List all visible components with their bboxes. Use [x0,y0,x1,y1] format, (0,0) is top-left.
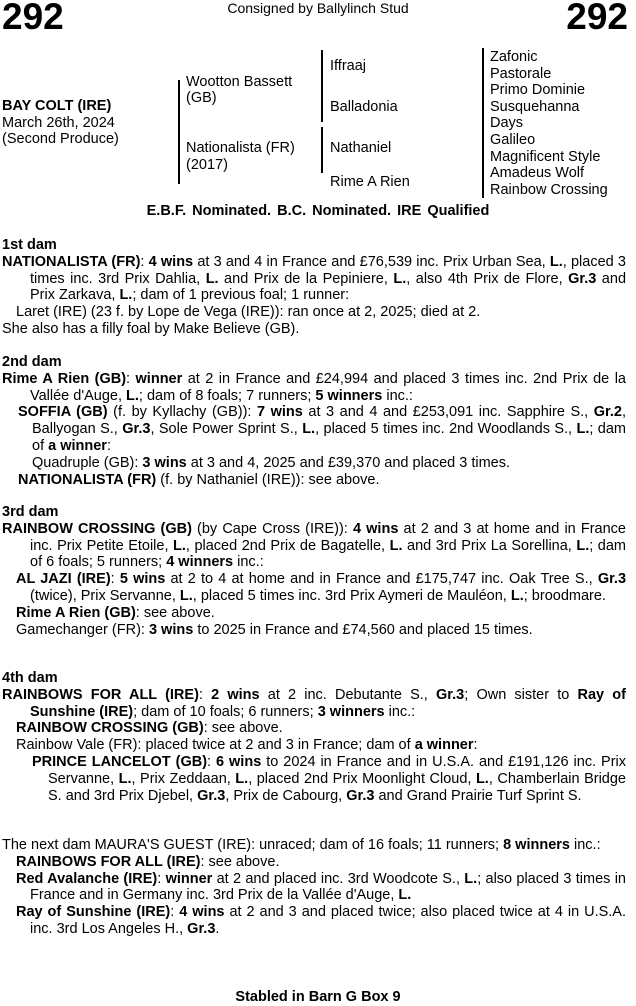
text-run: inc.: [569,837,601,853]
dam-paragraph [2,687,626,721]
text-run: : [207,753,217,770]
produce-entry [2,720,626,737]
produce-entry [2,571,626,605]
text-run: : [198,686,212,703]
text-run: at 2 inc. Debutante S., [259,686,437,703]
bold-run: L. [235,770,249,787]
produce-entry [2,854,626,871]
text-run: Laret (IRE) (23 f. by Lope de Vega (IRE)): ran once at 2, 2025; died at 2. [16,304,481,321]
text-run: : see above. [203,720,283,737]
text-run: and Prix Zarkava, [30,270,627,304]
bold-run: L. [576,537,590,554]
text-run: She also has a filly foal by Make Believe (GB). [2,320,300,337]
bold-run: RAINBOW CROSSING (GB) [16,720,204,737]
text-run: (twice), Prix Servanne, [30,587,180,604]
produce-entry [2,455,626,472]
bold-run: AL JAZI (IRE) [16,571,111,588]
pedigree-gen3-item: Rainbow Crossing [490,181,608,198]
pedigree-gen3-item: Amadeus Wolf [490,165,585,181]
produce-entry [2,754,626,804]
pedigree-bracket-4 [482,48,484,198]
bold-run: Rime A Rien (GB) [16,604,136,621]
next-dam-section [2,837,626,938]
bold-run: a winner [414,737,474,754]
produce-note [2,321,626,338]
section-heading: 1st dam [2,237,57,253]
text-run: ; dam of 1 previous foal; 1 runner: [132,287,350,304]
produce-entry [2,472,626,489]
horse-foaled: March 26th, 2024 [2,114,115,131]
pedigree-bracket-2 [321,50,323,122]
bold-run: a winner [48,437,107,454]
text-run: Rainbow Vale (FR): placed twice at 2 and 3 in France; dam of [16,737,415,754]
bold-run: L. [464,870,478,887]
bold-run: L. [398,887,412,904]
pedigree-sire: Wootton Bassett [186,74,293,90]
stabling-footer: Stabled in Barn G Box 9 [235,989,401,1005]
bold-run: 2 wins [211,686,260,703]
text-run: . [215,920,220,937]
text-run: , Sole Power Sprint S., [150,421,303,438]
pedigree-gen3-item: Zafonic [490,49,538,65]
bold-run: Gr.2 [593,404,622,421]
text-run: at 3 and 4, 2025 and £39,370 and placed 3 times. [186,454,511,471]
pedigree-gen2-item: Balladonia [330,99,398,115]
text-run: Gamechanger (FR): [16,621,149,638]
bold-run: 5 wins [119,571,166,588]
text-run: to 2025 in France and £74,560 and placed 15 times. [193,621,533,638]
text-run: (f. by Kyllachy (GB)): [107,404,257,421]
bold-run: L. [475,770,489,787]
text-run: at 2 to 4 at home and in France and £175,747 inc. Oak Tree S., [165,571,598,588]
bold-run: Gr.3 [122,421,151,438]
text-run: , Chamberlain Bridge S. and 3rd Prix Djebel, [48,770,626,804]
text-run: : [157,870,166,887]
text-run: Quadruple (GB): [32,454,143,471]
text-run: (by Cape Cross (IRE)): [191,520,353,537]
bold-run: Gr.3 [197,787,226,804]
pedigree-dam: Nationalista (FR) [186,140,295,156]
bold-run: L. [173,537,186,554]
consignor: Consigned by Ballylinch Stud [227,0,409,16]
bold-run: L. [119,287,133,304]
bold-run: Gr.3 [568,270,597,287]
text-run: ; Own sister to [464,686,578,703]
text-run: , placed 5 times inc. 2nd Woodlands S., [315,421,577,438]
text-run: ; dam of 8 foals; 7 runners; [138,387,316,404]
bold-run: Gr.3 [346,787,375,804]
bold-run: L. [302,421,316,438]
produce-entry [2,404,626,454]
pedigree-bracket-3 [321,127,323,173]
text-run: The next dam MAURA'S GUEST (IRE): unraced; dam of 16 foals; 11 runners; [2,837,504,853]
bold-run: SOFFIA (GB) [18,404,108,421]
pedigree-gen3-item: Days [490,115,524,131]
bold-run: NATIONALISTA (FR) [2,253,141,270]
text-run: : see above. [135,604,215,621]
bold-run: Ray of Sunshine (IRE) [16,904,171,921]
pedigree-sire-country: (GB) [186,90,217,106]
bold-run: winner [165,870,213,887]
status-line: E.B.F. Nominated. B.C. Nominated. IRE Qualified [146,203,490,219]
text-run: , also 4th Prix de Flore, [406,270,569,287]
section-heading: 2nd dam [2,354,62,370]
pedigree-gen3-item: Susquehanna [490,98,580,115]
text-run: , placed 2nd Prix de Bagatelle, [185,537,390,554]
bold-run: 3 wins [142,454,187,471]
bold-run: Gr.3 [597,571,627,588]
text-run: : [473,737,478,754]
bold-run: Rime A Rien (GB) [2,370,127,387]
text-run: : [140,253,149,270]
text-run: ; dam of [32,421,627,454]
text-run: ; broodmare. [523,587,606,604]
text-run: at 3 and 4 and £253,091 inc. Sapphire S., [302,404,594,421]
text-run: ; dam of 6 foals; 5 runners; [30,537,627,571]
text-run: inc.: [382,387,413,404]
bold-run: winner [135,370,183,387]
text-run: inc.: [384,703,416,720]
text-run: , placed 3 times inc. 3rd Prix Dahlia, [30,253,626,287]
dam-paragraph [2,521,626,571]
bold-run: L. [576,421,590,438]
bold-run: 4 wins [148,253,194,270]
text-run: : [106,437,111,454]
second-dam-section [2,354,626,488]
text-run: at 2 and placed inc. 3rd Woodcote S., [212,870,465,887]
dam-paragraph [2,371,626,405]
bold-run: 4 winners [166,554,234,571]
text-run: : [110,571,120,588]
produce-entry [2,605,626,622]
text-run: , placed 2nd Prix Moonlight Cloud, [248,770,476,787]
text-run: at 2 in France and £24,994 and placed 3 times inc. 2nd Prix de la Vallée d'Auge, [30,370,626,404]
produce-entry [2,871,626,905]
bold-run: 5 winners [315,387,383,404]
lot-number-left: 292 [2,0,64,37]
bold-run: Gr.3 [187,920,216,937]
text-run: at 2 and 3 at home and in France inc. Prix Petite Etoile, [30,520,627,554]
third-dam-section [2,504,626,638]
produce-entry [2,737,626,754]
produce-entry [2,904,626,938]
bold-run: L. [510,587,524,604]
bold-run: L. [549,253,563,270]
pedigree-gen3-item: Magnificent Style [490,148,601,165]
pedigree-dam-year: (2017) [186,157,228,173]
pedigree-gen2-item: Iffraaj [330,58,367,74]
text-run: (f. by Nathaniel (IRE)): see above. [156,471,380,488]
bold-run: RAINBOW CROSSING (GB) [2,520,192,537]
horse-info [2,98,119,148]
text-run: , placed 5 times inc. 3rd Prix Aymeri de Mauléon, [192,587,511,604]
horse-produce: (Second Produce) [2,131,119,147]
bold-run: 4 wins [179,904,225,921]
bold-run: 4 wins [352,520,399,537]
bold-run: L. [126,387,139,404]
bold-run: L. [389,537,403,554]
text-run: : see above. [200,853,280,870]
bold-run: 3 winners [317,703,385,720]
bold-run: Red Avalanche (IRE) [16,870,158,887]
bold-run: PRINCE LANCELOT (GB) [32,753,208,770]
produce-entry [2,622,626,639]
pedigree-gen2-item: Rime A Rien [330,174,410,190]
section-heading: 3rd dam [2,504,59,520]
text-run: , Ballyogan S., [32,404,626,438]
lot-number-right: 292 [566,0,628,37]
horse-name: BAY COLT (IRE) [2,98,112,114]
text-run: ; dam of 10 foals; 6 runners; [133,703,318,720]
pedigree-gen2-item: Nathaniel [330,140,392,156]
text-run: to 2024 in France and in U.S.A. and £191,126 inc. Prix Servanne, [48,753,627,787]
dam-paragraph [2,254,626,304]
pedigree-gen3-item: Primo Dominie [490,82,586,98]
text-run: : [126,370,136,387]
text-run: : [170,904,180,921]
bold-run: 6 wins [216,753,262,770]
text-run: at 3 and 4 in France and £76,539 inc. Prix Urban Sea, [193,253,550,270]
bold-run: L. [118,770,132,787]
text-run: inc.: [233,554,264,571]
bold-run: Ray of Sunshine (IRE) [30,686,626,720]
pedigree-gen3-item: Galileo [490,132,536,148]
bold-run: L. [205,270,219,287]
pedigree-gen3-item: Pastorale [490,65,552,82]
text-run: , Prix Zeddaan, [131,770,236,787]
bold-run: RAINBOWS FOR ALL (IRE) [2,686,199,703]
text-run: at 2 and 3 and placed twice; also placed twice at 4 in U.S.A. inc. 3rd Los Angeles H., [30,904,626,937]
text-run: ; also placed 3 times in France and in Germany inc. 3rd Prix de la Vallée d'Auge, [30,870,626,904]
dam-paragraph [2,837,626,854]
bold-run: Gr.3 [436,686,465,703]
section-heading: 4th dam [2,670,58,686]
bold-run: L. [179,587,193,604]
pedigree-bracket-1 [178,80,180,184]
text-run: and Grand Prairie Turf Sprint S. [374,787,582,804]
bold-run: L. [393,270,407,287]
bold-run: 3 wins [148,621,194,638]
first-dam-section [2,237,626,338]
bold-run: 7 wins [257,404,303,421]
text-run: and Prix de la Pepiniere, [218,270,394,287]
text-run: , Prix de Cabourg, [225,787,347,804]
fourth-dam-section [2,670,626,804]
bold-run: 8 winners [503,837,570,853]
produce-entry [2,304,626,321]
text-run: and 3rd Prix La Sorellina, [402,537,577,554]
bold-run: NATIONALISTA (FR) [18,471,157,488]
bold-run: RAINBOWS FOR ALL (IRE) [16,853,201,870]
